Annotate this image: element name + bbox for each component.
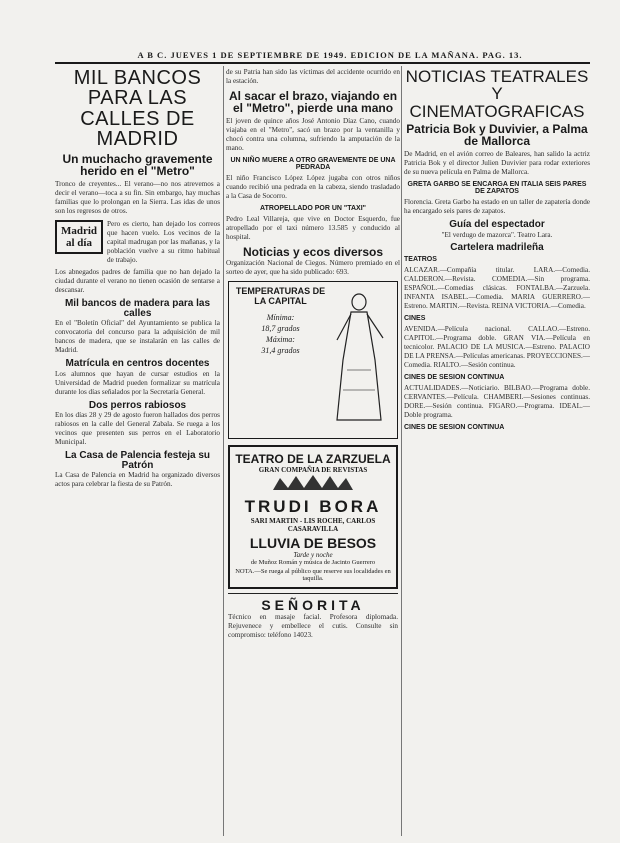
section-headline: Al sacar el brazo, viajando en el "Metro", pierde una mano [228,89,398,116]
fashion-illustration [329,290,389,425]
zarzuela-theatre-ad [228,445,398,589]
column-left [55,68,220,838]
section-heading: GRETA GARBO SE ENCARGA EN ITALIA SEIS PARES DE ZAPATOS [407,181,587,196]
body-text: El niño Francisco López López jugaba con otros niños cuando recibió una pedrada en la cabeza, siendo trasladado a la Casa de Socorro. [226,174,400,201]
madrid-al-dia-box: Madrid al día [55,220,103,254]
guide-title: Guía del espectador [449,219,545,231]
guide-subtitle: "El verdugo de mazorca". Teatro Lara. [441,230,553,239]
ad-show-title: LLUVIA DE BESOS [249,534,377,551]
ad2-title: SEÑORITA [261,596,365,613]
body-text: Organización Nacional de Ciegos. Número premiado en el sorteo de ayer, que ha sido publicado: 693. [226,258,400,276]
temp-max-label: Máxima: [266,335,295,345]
body-text: El joven de quince años José Antonio Díaz Cano, cuando viajaba en el "Metro", sacó un brazo por la ventanilla y chocó contra una columna, sufriendo la amputación de la mano. [226,117,400,153]
ad-show-note: Tarde y noche [293,550,333,559]
section-headline: Noticias y ecos diversos [242,245,384,260]
temp-min-value: 18,7 grados [261,323,300,333]
body-text: Pero es cierto, han dejado los correos que hacen vuelo. Los vecinos de la capital madrugan por las mañanas, y la población vuelve a su ritmo habitual de trabajo. [107,220,220,265]
listing-text: ACTUALIDADES.—Noticiario. BILBAO.—Programa doble. CERVANTES.—Película. CHAMBERI.—Sesiones continuas. DORE.—Sesión continua. FIGARO.—Programa. IDEAL.—Doble programa. [404,383,590,419]
section-heading: UN NIÑO MUERE A OTRO GRAVEMENTE DE UNA PEDRADA [230,157,396,172]
column-divider [401,66,402,836]
subheadline: Patricia Bok y Duvivier, a Palma de Mallorca [406,121,588,149]
column-divider [223,66,224,836]
ad-nota: NOTA.—Se ruega al público que reserve sus localidades en taquilla. [235,567,391,582]
column-middle [226,68,400,838]
ad-authors: de Muñoz Román y música de Jacinto Guerrero [250,558,376,566]
section-heading: CINES DE SESION CONTINUA [404,423,505,431]
body-text: La Casa de Palencia en Madrid ha organizado diversos actos para celebrar la fiesta de su Patrón. [55,471,220,489]
ad2-text: Técnico en masaje facial. Profesora diplomada. Rejuvenece y embellece el cutis. Consulte sin compromiso: teléfono 14023. [228,612,398,639]
section-heading: Mil bancos de madera para las calles [64,298,211,320]
section-heading: ATROPELLADO POR UN "TAXI" [260,205,366,213]
body-text: Los abnegados padres de familia que no han dejado la ciudad durante el verano no tienen ocasión de sentarse a descansar. [55,268,220,295]
body-text: Florencia. Greta Garbo ha estado en un taller de zapatería donde ha encargado seis pares de zapatos. [404,198,590,216]
cartelera-title: Cartelera madrileña [450,241,544,253]
body-text: De Madrid, en el avión correo de Baleares, han salido la actriz Patricia Bok y el director Julien Duvivier para rodar exteriores de su nueva película en Palma de Mallorca. [404,150,590,177]
section-heading: La Casa de Palencia festeja su Patrón [64,449,211,471]
ad-cast: SARI MARTIN - LIS ROCHE, CARLOS CASARAVILLA [250,516,376,533]
column-right [404,68,590,838]
body-text: de su Patria han sido las víctimas del accidente ocurrido en la estación. [226,68,400,85]
page-header: A B C. JUEVES 1 DE SEPTIEMBRE DE 1949. EDICION DE LA MAÑANA. PAG. 13. [137,50,523,60]
temp-min-label: Mínima: [266,312,295,322]
main-headline: MIL BANCOS PARA LAS CALLES DE MADRID [73,68,202,151]
crown-ornament-icon [268,474,358,492]
ad-company: GRAN COMPAÑIA DE REVISTAS [258,465,368,474]
header-rule [55,62,590,64]
section-heading: Matrícula en centros docentes [65,358,210,370]
section-heading: CINES [404,314,426,322]
temp-max-value: 31,4 grados [261,346,300,356]
listing-text: ALCAZAR.—Compañía titular. LARA.—Comedia. CALDERON.—Revista. COMEDIA.—Sin programa. ESPAÑOL.—Comedias clásicas. FONTALBA.—Zarzuela. INFANTA ISABEL.—Comedia. MARIA GUERRERO.—Estreno. MARTIN.—Revista. REINA VICTORIA.—Comedia. [404,265,590,310]
body-text: Los alumnos que hayan de cursar estudios en la Universidad de Madrid pueden formalizar su matrícula durante los días señalados por la Secretaría General. [55,369,220,396]
temperature-title: TEMPERATURAS DE LA CAPITAL [235,285,326,306]
section-heading: CINES DE SESION CONTINUA [404,373,505,381]
listing-text: AVENIDA.—Película nacional. CALLAO.—Estreno. CAPITOL.—Programa doble. GRAN VIA.—Película en tecnicolor. PALACIO DE LA MUSICA.—Estreno. PALACIO DE LA PRENSA.—Películas americanas. PROYECCIONES.—Comedia. RIALTO.—Sesión continua. [404,324,590,369]
theatre-news-headline: NOTICIAS TEATRALES Y CINEMATOGRAFICAS [405,68,589,121]
body-text: Pedro Leal Villareja, que vive en Doctor Esquerdo, fue atropellado por el taxi número 13.585 y conducido al hospital. [226,215,400,242]
ad-theatre-name: TEATRO DE LA ZARZUELA [235,451,391,466]
ad-star: TRUDI BORA [244,496,382,516]
lead-text: Tronco de creyentes... El verano—no nos atrevemos a decir el verano—toca a su fin. Sin embargo, hay muchas familias que lo prolongan en la Sierra. Las idas de unos son los regresos de otros. [55,180,220,216]
senorita-ad [228,593,398,640]
subheadline: Un muchacho gravemente herido en el "Metro" [62,151,213,178]
section-heading: TEATROS [404,255,437,263]
section-heading: Dos perros rabiosos [88,399,187,411]
temperature-box [228,281,398,439]
body-text: En el "Boletín Oficial" del Ayuntamiento se publica la convocatoria del concurso para la adquisición de mil bancos de madera, que se instalarán en las calles de Madrid. [55,319,220,355]
body-text: En los días 28 y 29 de agosto fueron hallados dos perros rabiosos en la calle del General Zabala. Se ruega a los vecinos que presenten sus perros en el Laboratorio Municipal. [55,410,220,446]
